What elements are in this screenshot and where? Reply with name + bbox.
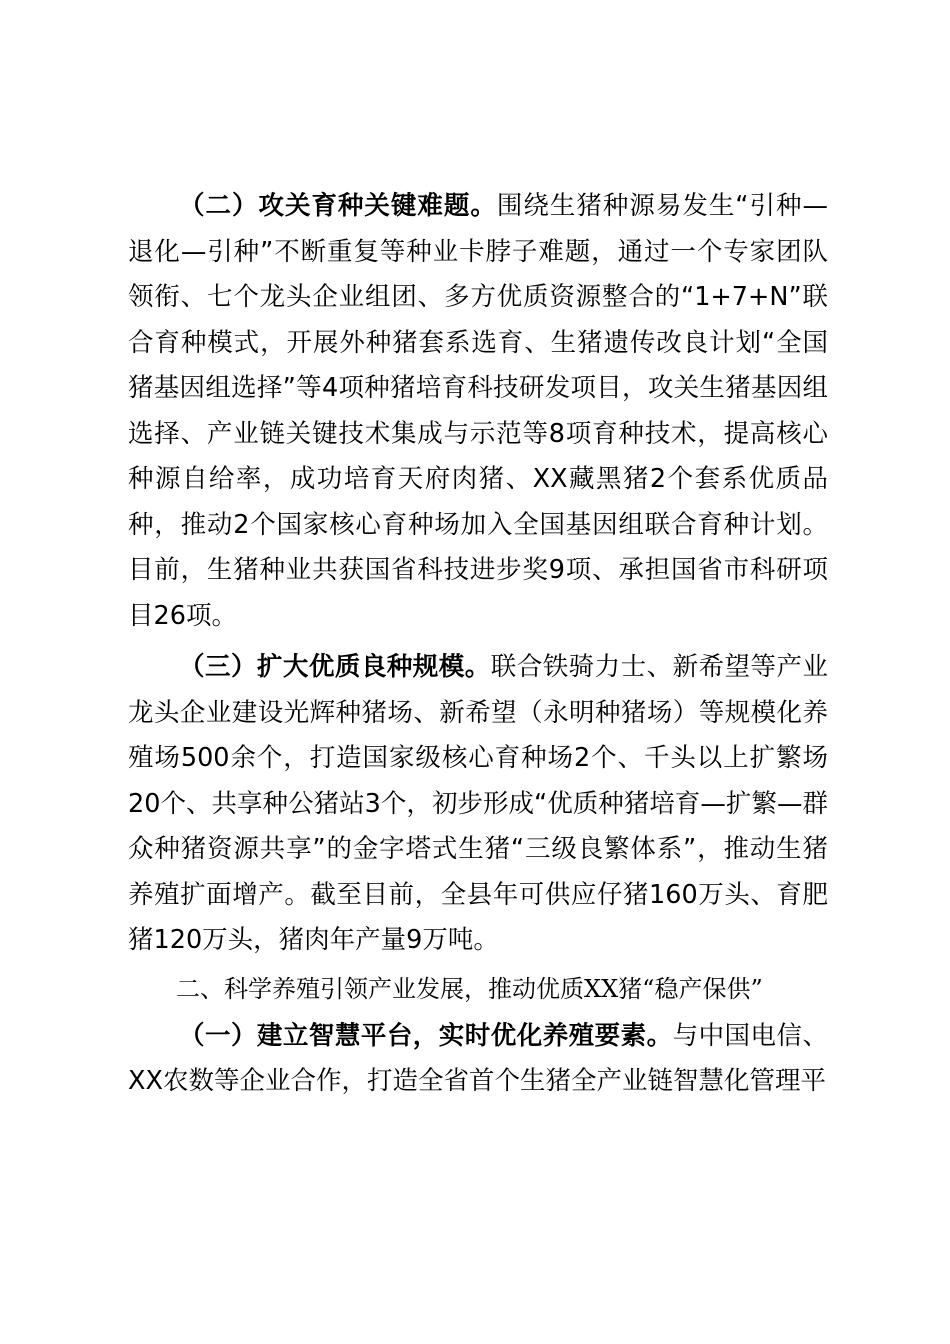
paragraph-breeding-research bbox=[128, 184, 828, 639]
paragraph-body: 联合铁骑力士、新希望等产业龙头企业建设光辉种猪场、新希望（永明种猪场）等规模化养殖场500余个，打造国家级核心育种场2个、千头以上扩繁场20个、共享种公猪站3个，初步形成“优质种猪培育—扩繁—群众种猪资源共享”的金字塔式生猪“三级良繁体系”，推动生猪养殖扩面增产。截至目前，全县年可供应仔猪160万头、育肥猪120万头，猪肉年产量9万吨。 bbox=[128, 652, 828, 955]
paragraph-heading: （二）攻关育种关键难题。 bbox=[179, 191, 497, 221]
paragraph-breed-scale bbox=[128, 645, 828, 964]
paragraph-smart-platform bbox=[128, 1014, 828, 1105]
paragraph-heading: （一）建立智慧平台，实时优化养殖要素。 bbox=[179, 1020, 673, 1051]
paragraph-body: 围绕生猪种源易发生“引种—退化—引种”不断重复等种业卡脖子难题，通过一个专家团队领衔、七个龙头企业组团、多方优质资源整合的“1+7+N”联合育种模式，开展外种猪套系选育、生猪遗传改良计划“全国猪基因组选择”等4项种猪培育科技研发项目，攻关生猪基因组选择、产业链关键技术集成与示范等8项育种技术，提高核心种源自给率，成功培育天府肉猪、XX藏黑猪2个套系优质品种，推动2个国家核心育种场加入全国基因组联合育种计划。目前，生猪种业共获国省科技进步奖9项、承担国省市科研项目26项。 bbox=[128, 191, 828, 631]
section-title: 二、科学养殖引领产业发展，推动优质XX猪“稳产保供” bbox=[176, 974, 763, 1003]
document-page bbox=[128, 184, 828, 1105]
paragraph-heading: （三）扩大优质良种规模。 bbox=[179, 652, 491, 682]
paragraph-body: 与中国电信、XX农数等企业合作，打造全省首个生猪全产业链智慧化管理平 bbox=[128, 1020, 828, 1096]
